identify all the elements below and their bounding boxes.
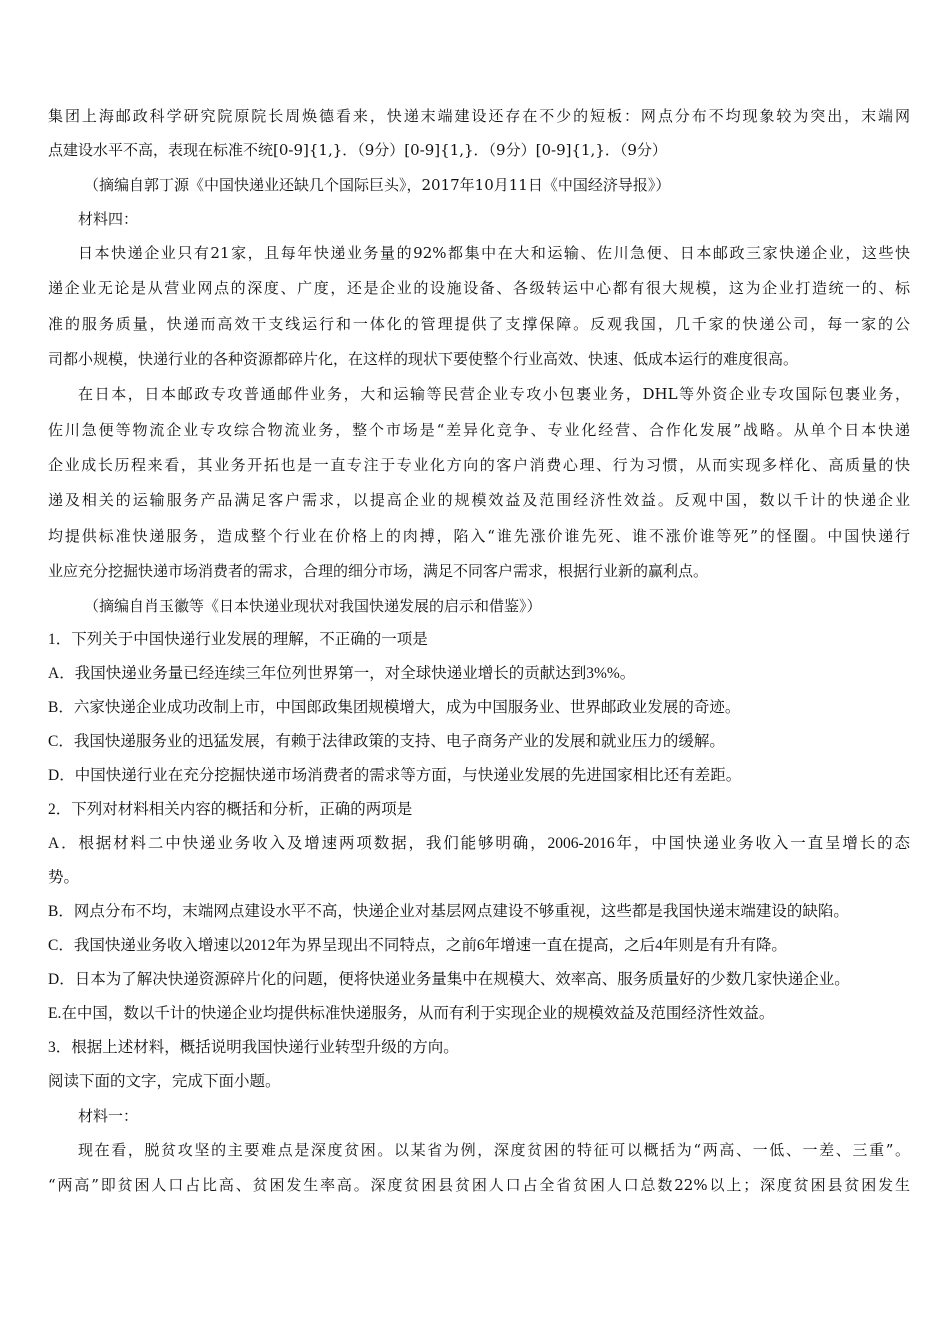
question2-option-e: E.在中国，数以千计的快递企业均提供标准快递服务，从而有利于实现企业的规模效益及范围经济性效益。 [48, 1005, 775, 1022]
material4-heading: 材料四： [78, 210, 139, 228]
question1-option-b: B．六家快递企业成功改制上市，中国郎政集团规模增大，成为中国服务业、世界邮政业发展的奇迹。 [48, 699, 741, 716]
material4-para1-line-1: 日本快递企业只有21家，且每年快递业务量的92%都集中在大和运输、佐川急便、日本邮政三家快递企业，这些快 [78, 244, 910, 262]
material4-para2-line-4: 递及相关的运输服务产品满足客户需求，以提高企业的规模效益及范围经济性效益。反观中国，数以千计的快递企业 [48, 491, 910, 509]
next-section-line-2: “两高”即贫困人口占比高、贫困发生率高。深度贫困县贫困人口占全省贫困人口总数22%以上；深度贫困县贫困发生 [48, 1176, 910, 1194]
question1-option-c: C．我国快递服务业的迅猛发展，有赖于法律政策的支持、电子商务产业的发展和就业压力的缓解。 [48, 733, 725, 750]
material4-para2-line-6: 业应充分挖掘快递市场消费者的需求，合理的细分市场，满足不同客户需求，根据行业新的赢利点。 [48, 562, 709, 580]
question2-stem: 2．下列对材料相关内容的概括和分析，正确的两项是 [48, 801, 413, 818]
material4-para1-line-3: 准的服务质量，快递而高效干支线运行和一体化的管理提供了支撑保障。反观我国，几千家的快递公司，每一家的公 [48, 315, 910, 333]
material4-citation: （摘编自肖玉徽等《日本快递业现状对我国快递发展的启示和借鉴》） [84, 597, 542, 615]
question2-option-c: C．我国快递业务收入增速以2012年为界呈现出不同特点，之前6年增速一直在提高，之后4年则是有升有降。 [48, 937, 787, 954]
question1-option-d: D．中国快递行业在充分挖掘快递市场消费者的需求等方面，与快递业发展的先进国家相比还有差距。 [48, 767, 742, 784]
material4-para2-line-2: 佐川急便等物流企业专攻综合物流业务，整个市场是“差异化竞争、专业化经营、合作化发展”战略。从单个日本快递 [48, 421, 910, 439]
question3-stem: 3．根据上述材料，概括说明我国快递行业转型升级的方向。 [48, 1039, 459, 1056]
material4-para1-line-2: 递企业无论是从营业网点的深度、广度，还是企业的设施设备、各级转运中心都有很大规模，这为企业打造统一的、标 [48, 279, 910, 297]
next-section-line-1: 现在看，脱贫攻坚的主要难点是深度贫困。以某省为例，深度贫困的特征可以概括为“两高、一低、一差、三重”。 [78, 1141, 910, 1159]
material4-para2-line-1: 在日本，日本邮政专攻普通邮件业务，大和运输等民营企业专攻小包裹业务，DHL等外资企业专攻国际包裹业务， [78, 385, 910, 403]
material3-line-1: 集团上海邮政科学研究院原院长周焕德看来，快递末端建设还存在不少的短板：网点分布不均现象较为突出，末端网 [48, 107, 910, 125]
question1-option-a: A．我国快递业务量已经连续三年位列世界第一，对全球快递业增长的贡献达到3%%。 [48, 665, 636, 682]
material3-line-2: 点建设水平不高，表现在标准不统[0-9]{1,}．（9分）[0-9]{1,}．（9分）[0-9]{1,}．（9分） [48, 141, 667, 159]
question2-option-a-line-1: A．根据材料二中快递业务收入及增速两项数据，我们能够明确，2006-2016年，中国快递业务收入一直呈增长的态 [48, 835, 910, 852]
question2-option-a-line-2: 势。 [48, 869, 80, 886]
next-section-heading: 材料一： [78, 1107, 139, 1125]
next-section-instruction: 阅读下面的文字，完成下面小题。 [48, 1073, 281, 1090]
question2-option-d: D．日本为了解决快递资源碎片化的问题，便将快递业务量集中在规模大、效率高、服务质量好的少数几家快递企业。 [48, 971, 850, 988]
question2-option-b: B．网点分布不均，末端网点建设水平不高，快递企业对基层网点建设不够重视，这些都是我国快递末端建设的缺陷。 [48, 903, 849, 920]
material3-citation: （摘编自郭丁源《中国快递业还缺几个国际巨头》，2017年10月11日《中国经济导报》） [84, 176, 671, 194]
material4-para1-line-4: 司都小规模，快递行业的各种资源都碎片化，在这样的现状下要使整个行业高效、快速、低成本运行的难度很高。 [48, 350, 799, 368]
question1-stem: 1．下列关于中国快递行业发展的理解，不正确的一项是 [48, 631, 428, 648]
material4-para2-line-5: 均提供标准快递服务，造成整个行业在价格上的肉搏，陷入“谁先涨价谁先死、谁不涨价谁等死”的怪圈。中国快递行 [48, 527, 910, 545]
material4-para2-line-3: 企业成长历程来看，其业务开拓也是一直专注于专业化方向的客户消费心理、行为习惯，从而实现多样化、高质量的快 [48, 456, 910, 474]
